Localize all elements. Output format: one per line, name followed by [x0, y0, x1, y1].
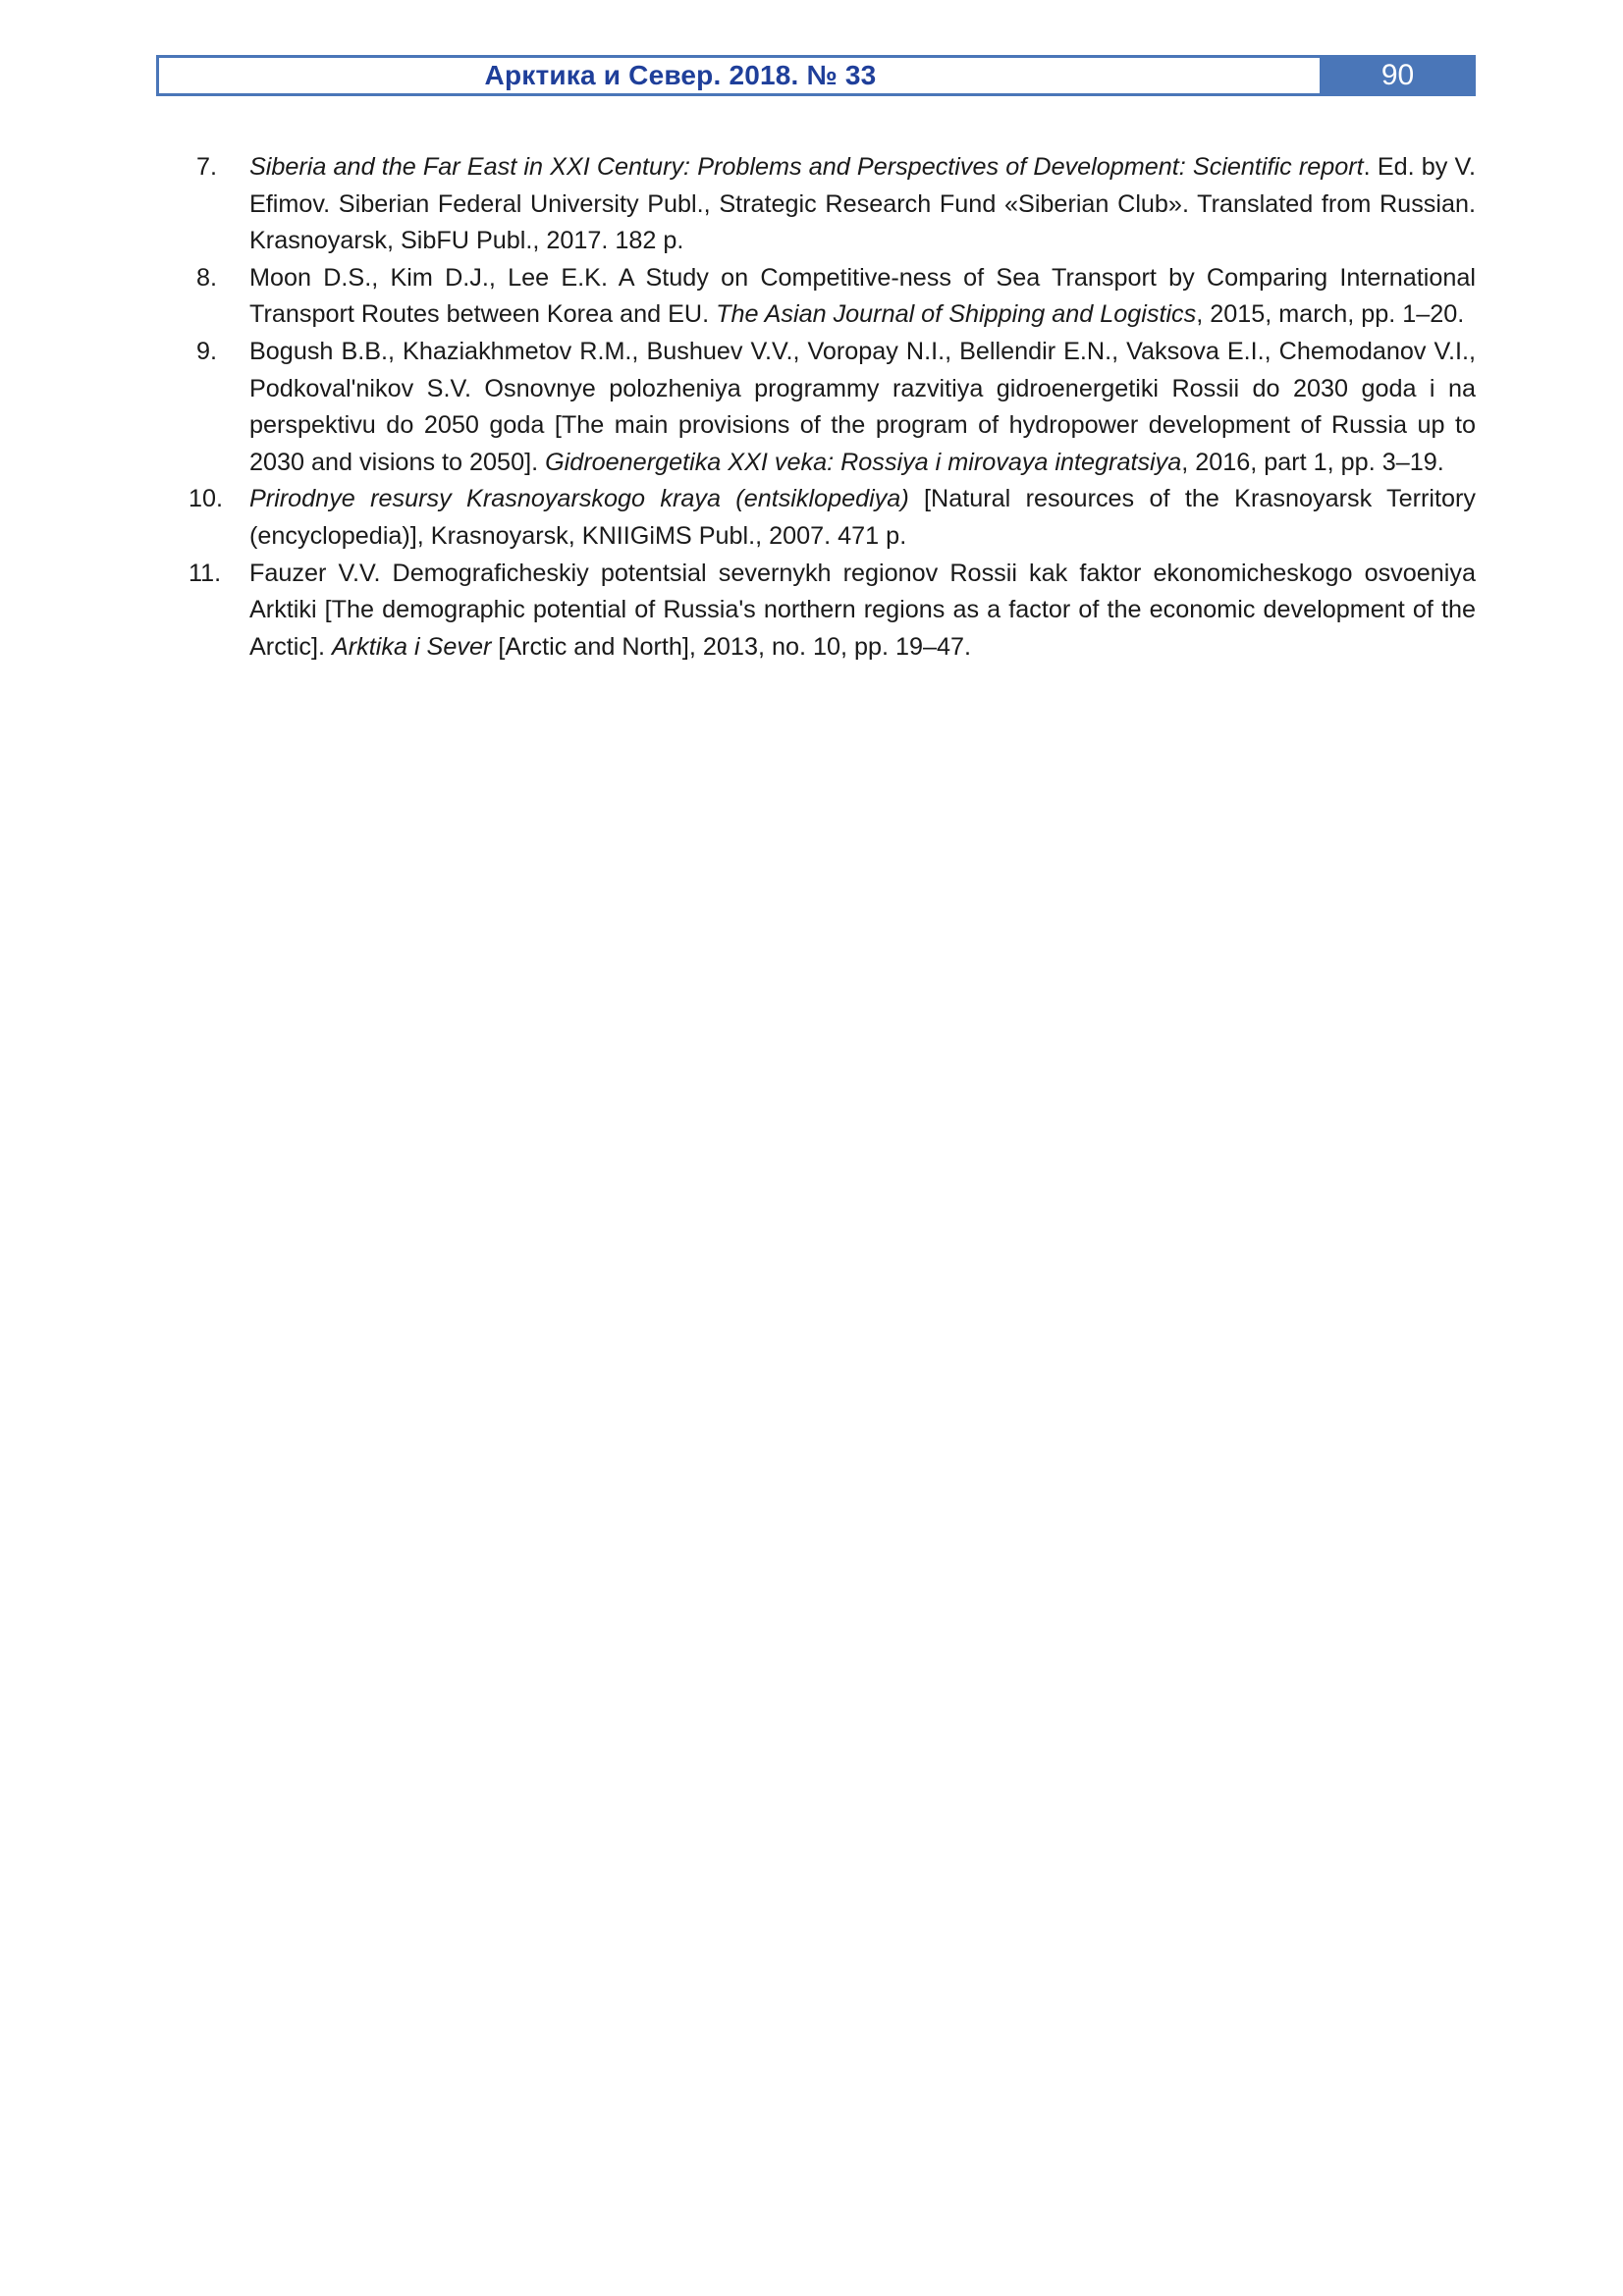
- reference-segment: Moon D.S., Kim D.J., Lee E.K. A Study on Competitive-ness of Sea Transport by Comparing International Transport Routes between Korea and EU.: [249, 263, 1476, 329]
- page-number-box: [1320, 55, 1476, 96]
- reference-segment: . Ed. by V. Efimov. Siberian Federal University Publ., Strategic Research Fund «Siberian Club». Translated from Russian. Krasnoyarsk, SibFU Publ., 2017. 182 p.: [249, 153, 1477, 255]
- journal-title: Арктика и Север. 2018. № 33: [484, 60, 877, 90]
- reference-number: 9.: [196, 337, 218, 365]
- reference-item: [196, 260, 1476, 334]
- reference-number: 11.: [189, 559, 222, 587]
- journal-title-box: [156, 55, 1320, 96]
- reference-segment: , 2016, part 1, pp. 3–19.: [1181, 448, 1444, 476]
- reference-number: 7.: [196, 153, 218, 181]
- reference-segment: Prirodnye resursy Krasnoyarskogo kraya (entsiklopediya): [249, 485, 909, 513]
- reference-item: [189, 556, 1476, 667]
- reference-segment: [Arctic and North], 2013, no. 10, pp. 19–47.: [491, 632, 972, 661]
- reference-number: 8.: [196, 263, 218, 292]
- reference-segment: The Asian Journal of Shipping and Logistics: [716, 300, 1197, 329]
- reference-item: [196, 149, 1476, 260]
- reference-list: [189, 149, 1477, 666]
- reference-segment: Siberia and the Far East in XXI Century: Problems and Perspectives of Development: Scientific report: [249, 153, 1364, 181]
- reference-segment: Fauzer V.V. Demograficheskiy potentsial severnykh regionov Rossii kak faktor ekonomicheskogo osvoeniya Arktiki [The demographic potential of Russia's northern regions as a factor of the economic development of the Arctic].: [249, 559, 1476, 661]
- running-header: [156, 55, 1476, 96]
- reference-item: [189, 481, 1476, 555]
- reference-segment: [Natural resources of the Krasnoyarsk Territory (encyclopedia)], Krasnoyarsk, KNIIGiMS Publ., 2007. 471 p.: [249, 485, 1476, 550]
- reference-item: [196, 334, 1476, 481]
- reference-number: 10.: [189, 485, 224, 513]
- reference-segment: Gidroenergetika XXI veka: Rossiya i mirovaya integratsiya: [545, 448, 1182, 476]
- page-number: 90: [1380, 59, 1415, 91]
- reference-segment: Bogush B.B., Khaziakhmetov R.M., Bushuev V.V., Voropay N.I., Bellendir E.N., Vaksova E.I., Chemodanov V.I., Podkoval'nikov S.V. Osnovnye polozheniya programmy razvitiya gidroenergetiki Rossii do 2030 goda i na perspektivu do 2050 goda [The main provisions of the program of hydropower development of Russia up to 2030 and visions to 2050].: [249, 337, 1476, 476]
- reference-segment: Arktika i Sever: [331, 632, 492, 661]
- reference-segment: , 2015, march, pp. 1–20.: [1196, 300, 1465, 329]
